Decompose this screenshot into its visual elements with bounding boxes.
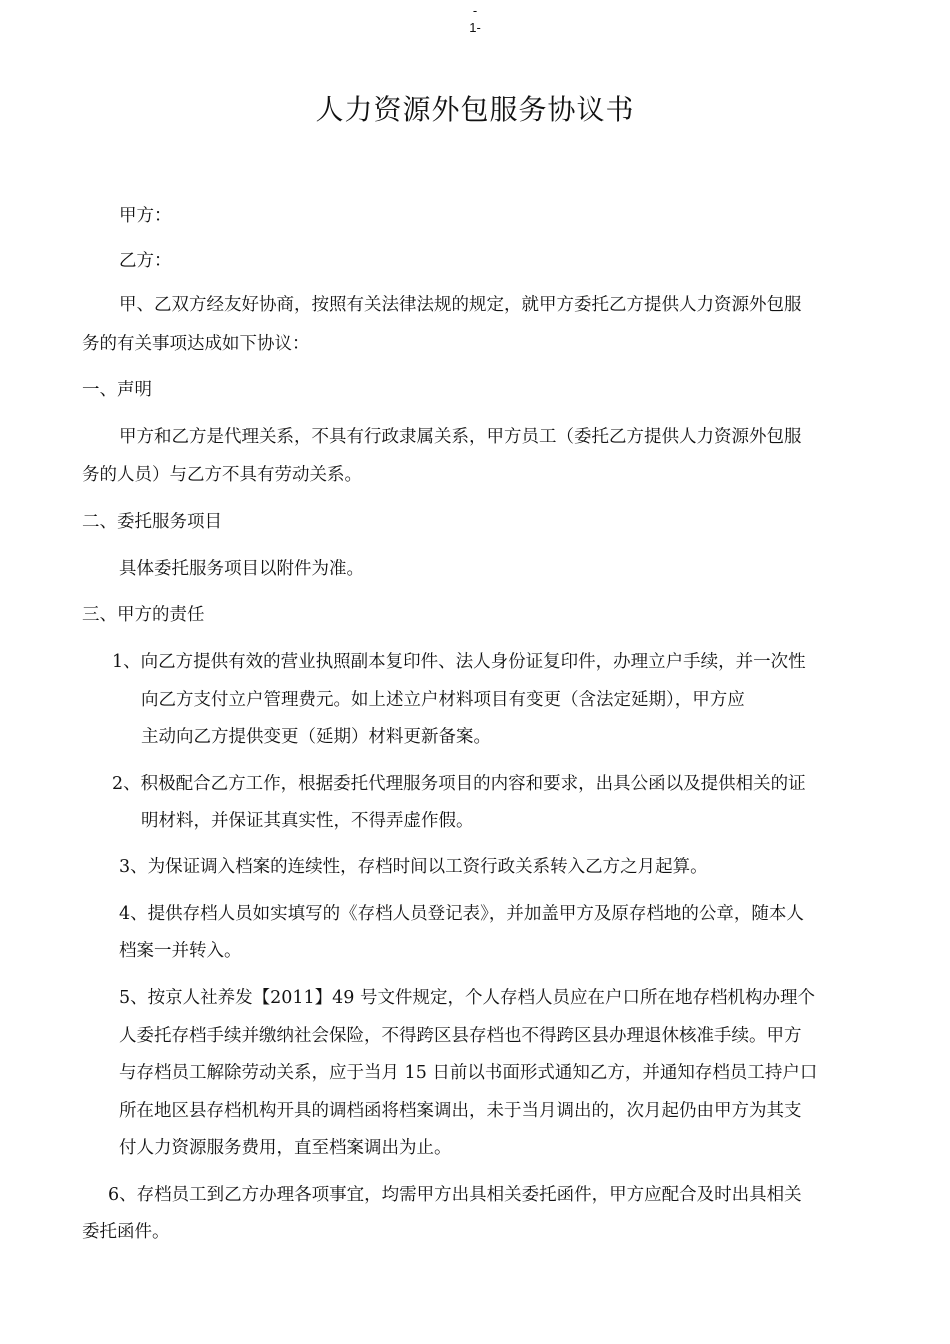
list-item-line: 2、积极配合乙方工作，根据委托代理服务项目的内容和要求，出具公函以及提供相关的证 — [112, 774, 806, 794]
section-heading: 二、委托服务项目 — [82, 512, 222, 532]
list-item-line: 1、向乙方提供有效的营业执照副本复印件、法人身份证复印件，办理立户手续，并一次性 — [112, 652, 806, 672]
list-item-line: 付人力资源服务费用，直至档案调出为止。 — [119, 1138, 452, 1158]
document-title: 人力资源外包服务协议书 — [315, 93, 635, 126]
intro-line: 甲、乙双方经友好协商，按照有关法律法规的规定，就甲方委托乙方提供人力资源外包服 — [119, 295, 802, 315]
list-item-line: 6、存档员工到乙方办理各项事宜，均需甲方出具相关委托函件，甲方应配合及时出具相关 — [108, 1185, 802, 1205]
list-item-line: 与存档员工解除劳动关系，应于当月 15 日前以书面形式通知乙方，并通知存档员工持户口 — [119, 1063, 818, 1083]
list-item-line: 主动向乙方提供变更（延期）材料更新备案。 — [141, 727, 491, 747]
list-item-line: 所在地区县存档机构开具的调档函将档案调出，未于当月调出的，次月起仍由甲方为其支 — [119, 1101, 802, 1121]
list-item-line: 4、提供存档人员如实填写的《存档人员登记表》，并加盖甲方及原存档地的公章，随本人 — [119, 904, 804, 924]
section-heading: 一、声明 — [82, 380, 152, 400]
list-item-line: 明材料，并保证其真实性，不得弄虚作假。 — [141, 811, 474, 831]
list-item-line: 3、为保证调入档案的连续性，存档时间以工资行政关系转入乙方之月起算。 — [119, 857, 708, 877]
paragraph-line: 务的人员）与乙方不具有劳动关系。 — [82, 465, 362, 485]
list-item-line: 人委托存档手续并缴纳社会保险，不得跨区县存档也不得跨区县办理退休核准手续。甲方 — [119, 1026, 802, 1046]
party-a-label: 甲方： — [119, 206, 172, 226]
list-item-line: 档案一并转入。 — [119, 941, 242, 961]
paragraph-line: 具体委托服务项目以附件为准。 — [119, 559, 364, 579]
list-item-line: 5、按京人社养发【2011】49 号文件规定，个人存档人员应在户口所在地存档机构办理个 — [119, 988, 815, 1008]
header-dash: - — [472, 3, 478, 18]
list-item-line: 委托函件。 — [82, 1222, 170, 1242]
list-item-line: 向乙方支付立户管理费元。如上述立户材料项目有变更（含法定延期），甲方应 — [141, 690, 745, 710]
intro-line: 务的有关事项达成如下协议： — [82, 334, 310, 354]
page-number: 1- — [469, 20, 481, 35]
section-heading: 三、甲方的责任 — [82, 605, 205, 625]
party-b-label: 乙方： — [119, 251, 172, 271]
paragraph-line: 甲方和乙方是代理关系，不具有行政隶属关系，甲方员工（委托乙方提供人力资源外包服 — [119, 427, 802, 447]
